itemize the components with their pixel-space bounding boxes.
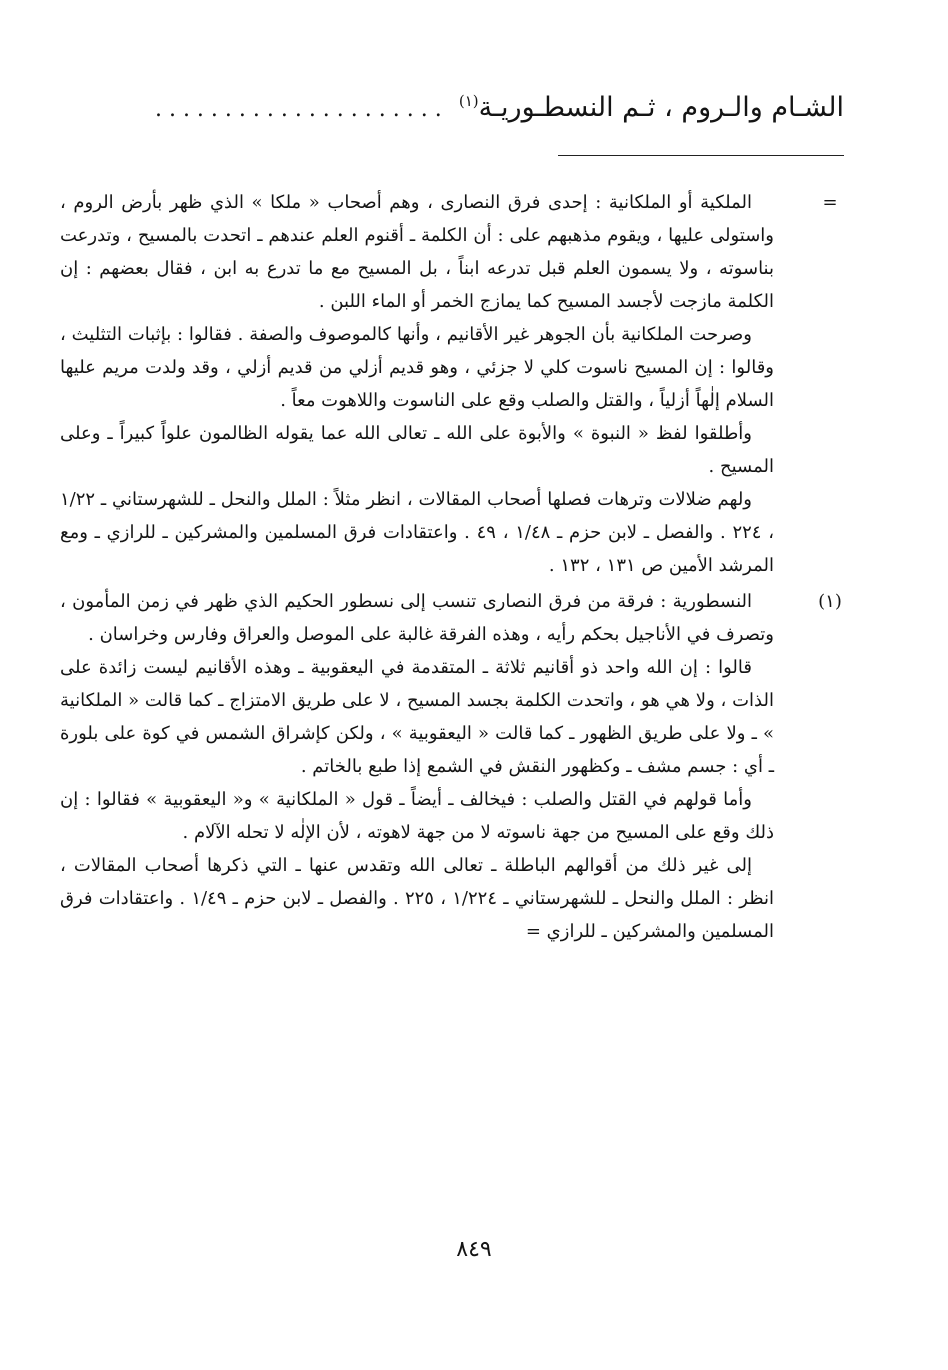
- footnote-paragraph: وصرحت الملكانية بأن الجوهر غير الأقانيم ، وأنها كالموصوف والصفة . فقالوا : بإثبات التثليث ، وقالوا : إن المسيح ناسوت كلي لا جزئي ، وهو قديم أزلي من قديم أزلي ، وقد ولدت مريم عليها السلام إلٰهاً أزلياً ، والقتل والصلب وقع على الناسوت واللاهوت معاً .: [60, 324, 774, 411]
- footnote-number: (١): [818, 591, 842, 612]
- footnote-paragraph: الملكية أو الملكانية : إحدى فرق النصارى ، وهم أصحاب « ملكا » الذي ظهر بأرض الروم ، واستولى عليها ، ويقوم مذهبهم على : أن الكلمة ـ أقنوم العلم عندهم ـ اتحدت بالمسيح ، وتدرعت بناسوته ، ولا يسمون العلم قبل تدرعه ابناً ، بل المسيح مع ما تدرع به ابن ، فقال بعضهم : إن الكلمة مازجت لأجسد المسيح كما يمازج الخمر أو الماء اللبن .: [60, 192, 774, 312]
- footnote-paragraph: النسطورية : فرقة من فرق النصارى تنسب إلى نسطور الحكيم الذي ظهر في زمن المأمون ، وتصرف في الأناجيل بحكم رأيه ، وهذه الفرقة غالبة على الموصل والعراق وفارس وخراسان .: [60, 591, 774, 645]
- footnote-reference-mark: (١): [458, 92, 479, 110]
- footnote-1: [60, 585, 850, 948]
- page-number: ٨٤٩: [456, 1237, 492, 1262]
- footnote-paragraph: قالوا : إن الله واحد ذو أقانيم ثلاثة ـ المتقدمة في اليعقوبية ـ وهذه الأقانيم ليست زائدة على الذات ، ولا هي هو ، واتحدت الكلمة بجسد المسيح ، لا على طريق الامتزاج ـ كما قالت « الملكانية » ـ ولا على طريق الظهور ـ كما قالت « اليعقوبية » ، ولكن كإشراق الشمس في كوة على بلورة ـ أي : جسم مشف ـ وكظهور النقش في الشمع إذا طبع بالخاتم .: [60, 657, 774, 777]
- footnote-paragraph: وأطلقوا لفظ « النبوة » والأبوة على الله ـ تعالى الله عما يقوله الظالمون علواً كبيراً ـ وعلى المسيح .: [60, 423, 774, 477]
- dot-leader: . . . . . . . . . . . . . . . . . . . . .: [154, 97, 442, 122]
- header-rule: [558, 155, 844, 156]
- footnote-paragraph: إلى غير ذلك من أقوالهم الباطلة ـ تعالى الله وتقدس عنها ـ التي ذكرها أصحاب المقالات ، انظر : الملل والنحل ـ للشهرستاني ـ ١/٢٢٤ ، ٢٢٥ . والفصل ـ لابن حزم ـ ١/٤٩ . واعتقادات فرق المسلمين والمشركين ـ للرازي =: [60, 855, 774, 942]
- footnote-paragraph: وأما قولهم في القتل والصلب : فيخالف ـ أيضاً ـ قول « الملكانية » و« اليعقوبية » فقالوا : إن ذلك وقع على المسيح من جهة ناسوته لا من جهة لاهوته ، لأن الإلٰه لا تحله الآلام .: [60, 789, 774, 843]
- continuation-marker: =: [822, 192, 838, 213]
- footnotes-block: [60, 186, 850, 948]
- footnote-continued: [60, 186, 850, 582]
- running-header-title: الشـام والـروم ، ثـم النسطـوريـة: [478, 92, 844, 123]
- footnote-paragraph: ولهم ضلالات وترهات فصلها أصحاب المقالات ، انظر مثلاً : الملل والنحل ـ للشهرستاني ـ ١/٢٢ ، ٢٢٤ . والفصل ـ لابن حزم ـ ١/٤٨ ، ٤٩ . واعتقادات فرق المسلمين والمشركين ـ للرازي ـ ومع المرشد الأمين ص ١٣١ ، ١٣٢ .: [60, 489, 774, 576]
- running-header: [144, 84, 844, 134]
